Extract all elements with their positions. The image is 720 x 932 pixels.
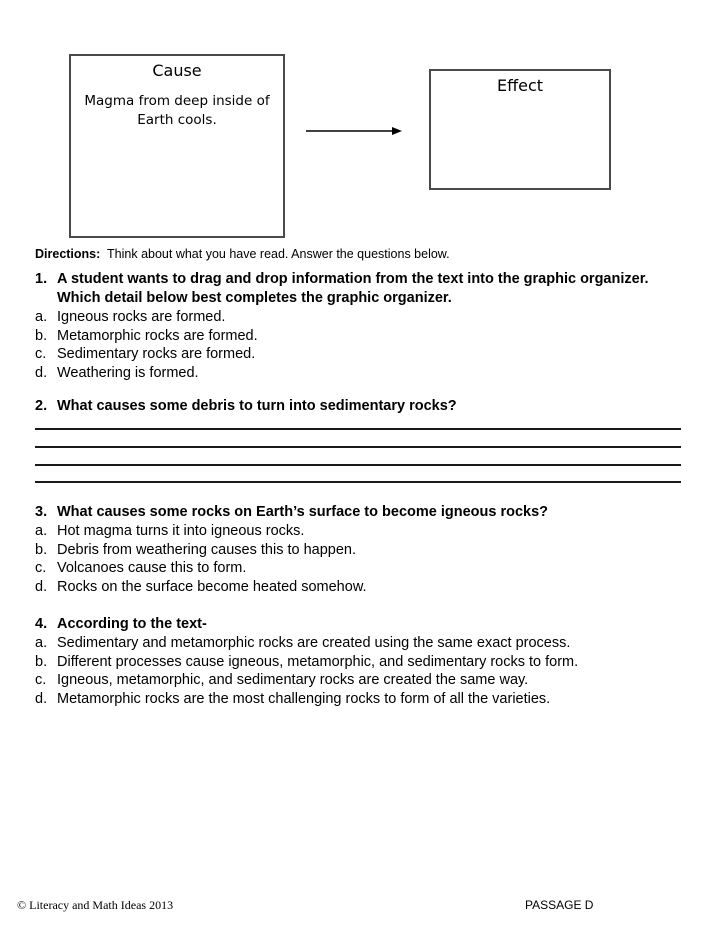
option-text: Igneous rocks are formed. <box>57 309 226 325</box>
option-text: Hot magma turns it into igneous rocks. <box>57 523 305 539</box>
option-letter: d. <box>35 578 48 595</box>
effect-title: Effect <box>496 76 544 95</box>
cause-title: Cause <box>152 61 202 80</box>
answer-line[interactable] <box>35 464 681 466</box>
option-letter: b. <box>35 541 48 558</box>
option-text: Volcanoes cause this to form. <box>57 560 247 576</box>
option-text: Rocks on the surface become heated somehow. <box>57 578 367 595</box>
answer-option[interactable] <box>35 308 685 327</box>
option-text: Different processes cause igneous, metamorphic, and sedimentary rocks to form. <box>57 653 579 670</box>
question-3 <box>35 503 685 596</box>
effect-box[interactable] <box>429 69 611 190</box>
answer-option[interactable] <box>35 345 685 364</box>
answer-line[interactable] <box>35 446 681 448</box>
question-3-prompt <box>35 503 685 522</box>
question-text: According to the text- <box>57 616 207 632</box>
option-letter: b. <box>35 653 48 670</box>
option-letter: d. <box>35 364 48 381</box>
answer-option[interactable] <box>35 541 685 560</box>
passage-label: PASSAGE D <box>525 898 594 912</box>
option-letter: d. <box>35 690 48 707</box>
option-text: Sedimentary and metamorphic rocks are created using the same exact process. <box>57 635 571 651</box>
option-text: Sedimentary rocks are formed. <box>57 346 256 362</box>
directions-text: Think about what you have read. Answer the questions below. <box>107 247 450 261</box>
answer-option[interactable] <box>35 327 685 346</box>
option-letter: a. <box>35 635 48 651</box>
question-1 <box>35 270 685 382</box>
question-number: 3. <box>35 504 48 520</box>
copyright-footer: © Literacy and Math Ideas 2013 <box>17 898 174 912</box>
option-letter: a. <box>35 523 48 539</box>
answer-option[interactable] <box>35 671 685 690</box>
question-4 <box>35 615 685 708</box>
option-letter: b. <box>35 327 48 344</box>
option-letter: c. <box>35 672 47 688</box>
question-2-prompt <box>35 397 685 416</box>
question-text: A student wants to drag and drop information from the text into the graphic organizer. Which detail below best completes the graphic organizer. <box>57 271 649 306</box>
directions <box>35 247 450 261</box>
answer-option[interactable] <box>35 364 685 383</box>
question-2 <box>35 397 685 416</box>
answer-option[interactable] <box>35 690 685 709</box>
directions-label: Directions: <box>35 247 101 261</box>
question-text: What causes some rocks on Earth’s surface to become igneous rocks? <box>57 504 549 520</box>
answer-line[interactable] <box>35 428 681 430</box>
option-text: Debris from weathering causes this to happen. <box>57 541 357 558</box>
question-number: 1. <box>35 271 48 287</box>
option-text: Metamorphic rocks are the most challenging rocks to form of all the varieties. <box>57 690 551 707</box>
option-letter: c. <box>35 346 47 362</box>
question-text: What causes some debris to turn into sedimentary rocks? <box>57 398 457 414</box>
answer-option[interactable] <box>35 578 685 597</box>
answer-option[interactable] <box>35 653 685 672</box>
cause-text: Magma from deep inside of Earth cools. <box>84 93 270 128</box>
cause-box <box>69 54 285 238</box>
option-text: Metamorphic rocks are formed. <box>57 327 258 344</box>
answer-option[interactable] <box>35 522 685 541</box>
option-letter: c. <box>35 560 47 576</box>
answer-option[interactable] <box>35 634 685 653</box>
option-letter: a. <box>35 309 48 325</box>
answer-option[interactable] <box>35 559 685 578</box>
option-text: Igneous, metamorphic, and sedimentary rocks are created the same way. <box>57 672 529 688</box>
question-number: 2. <box>35 398 48 414</box>
right-arrow-icon <box>306 126 402 136</box>
option-text: Weathering is formed. <box>57 364 199 381</box>
answer-line[interactable] <box>35 481 681 483</box>
question-number: 4. <box>35 616 48 632</box>
question-4-prompt <box>35 615 685 634</box>
question-1-prompt <box>35 270 685 308</box>
